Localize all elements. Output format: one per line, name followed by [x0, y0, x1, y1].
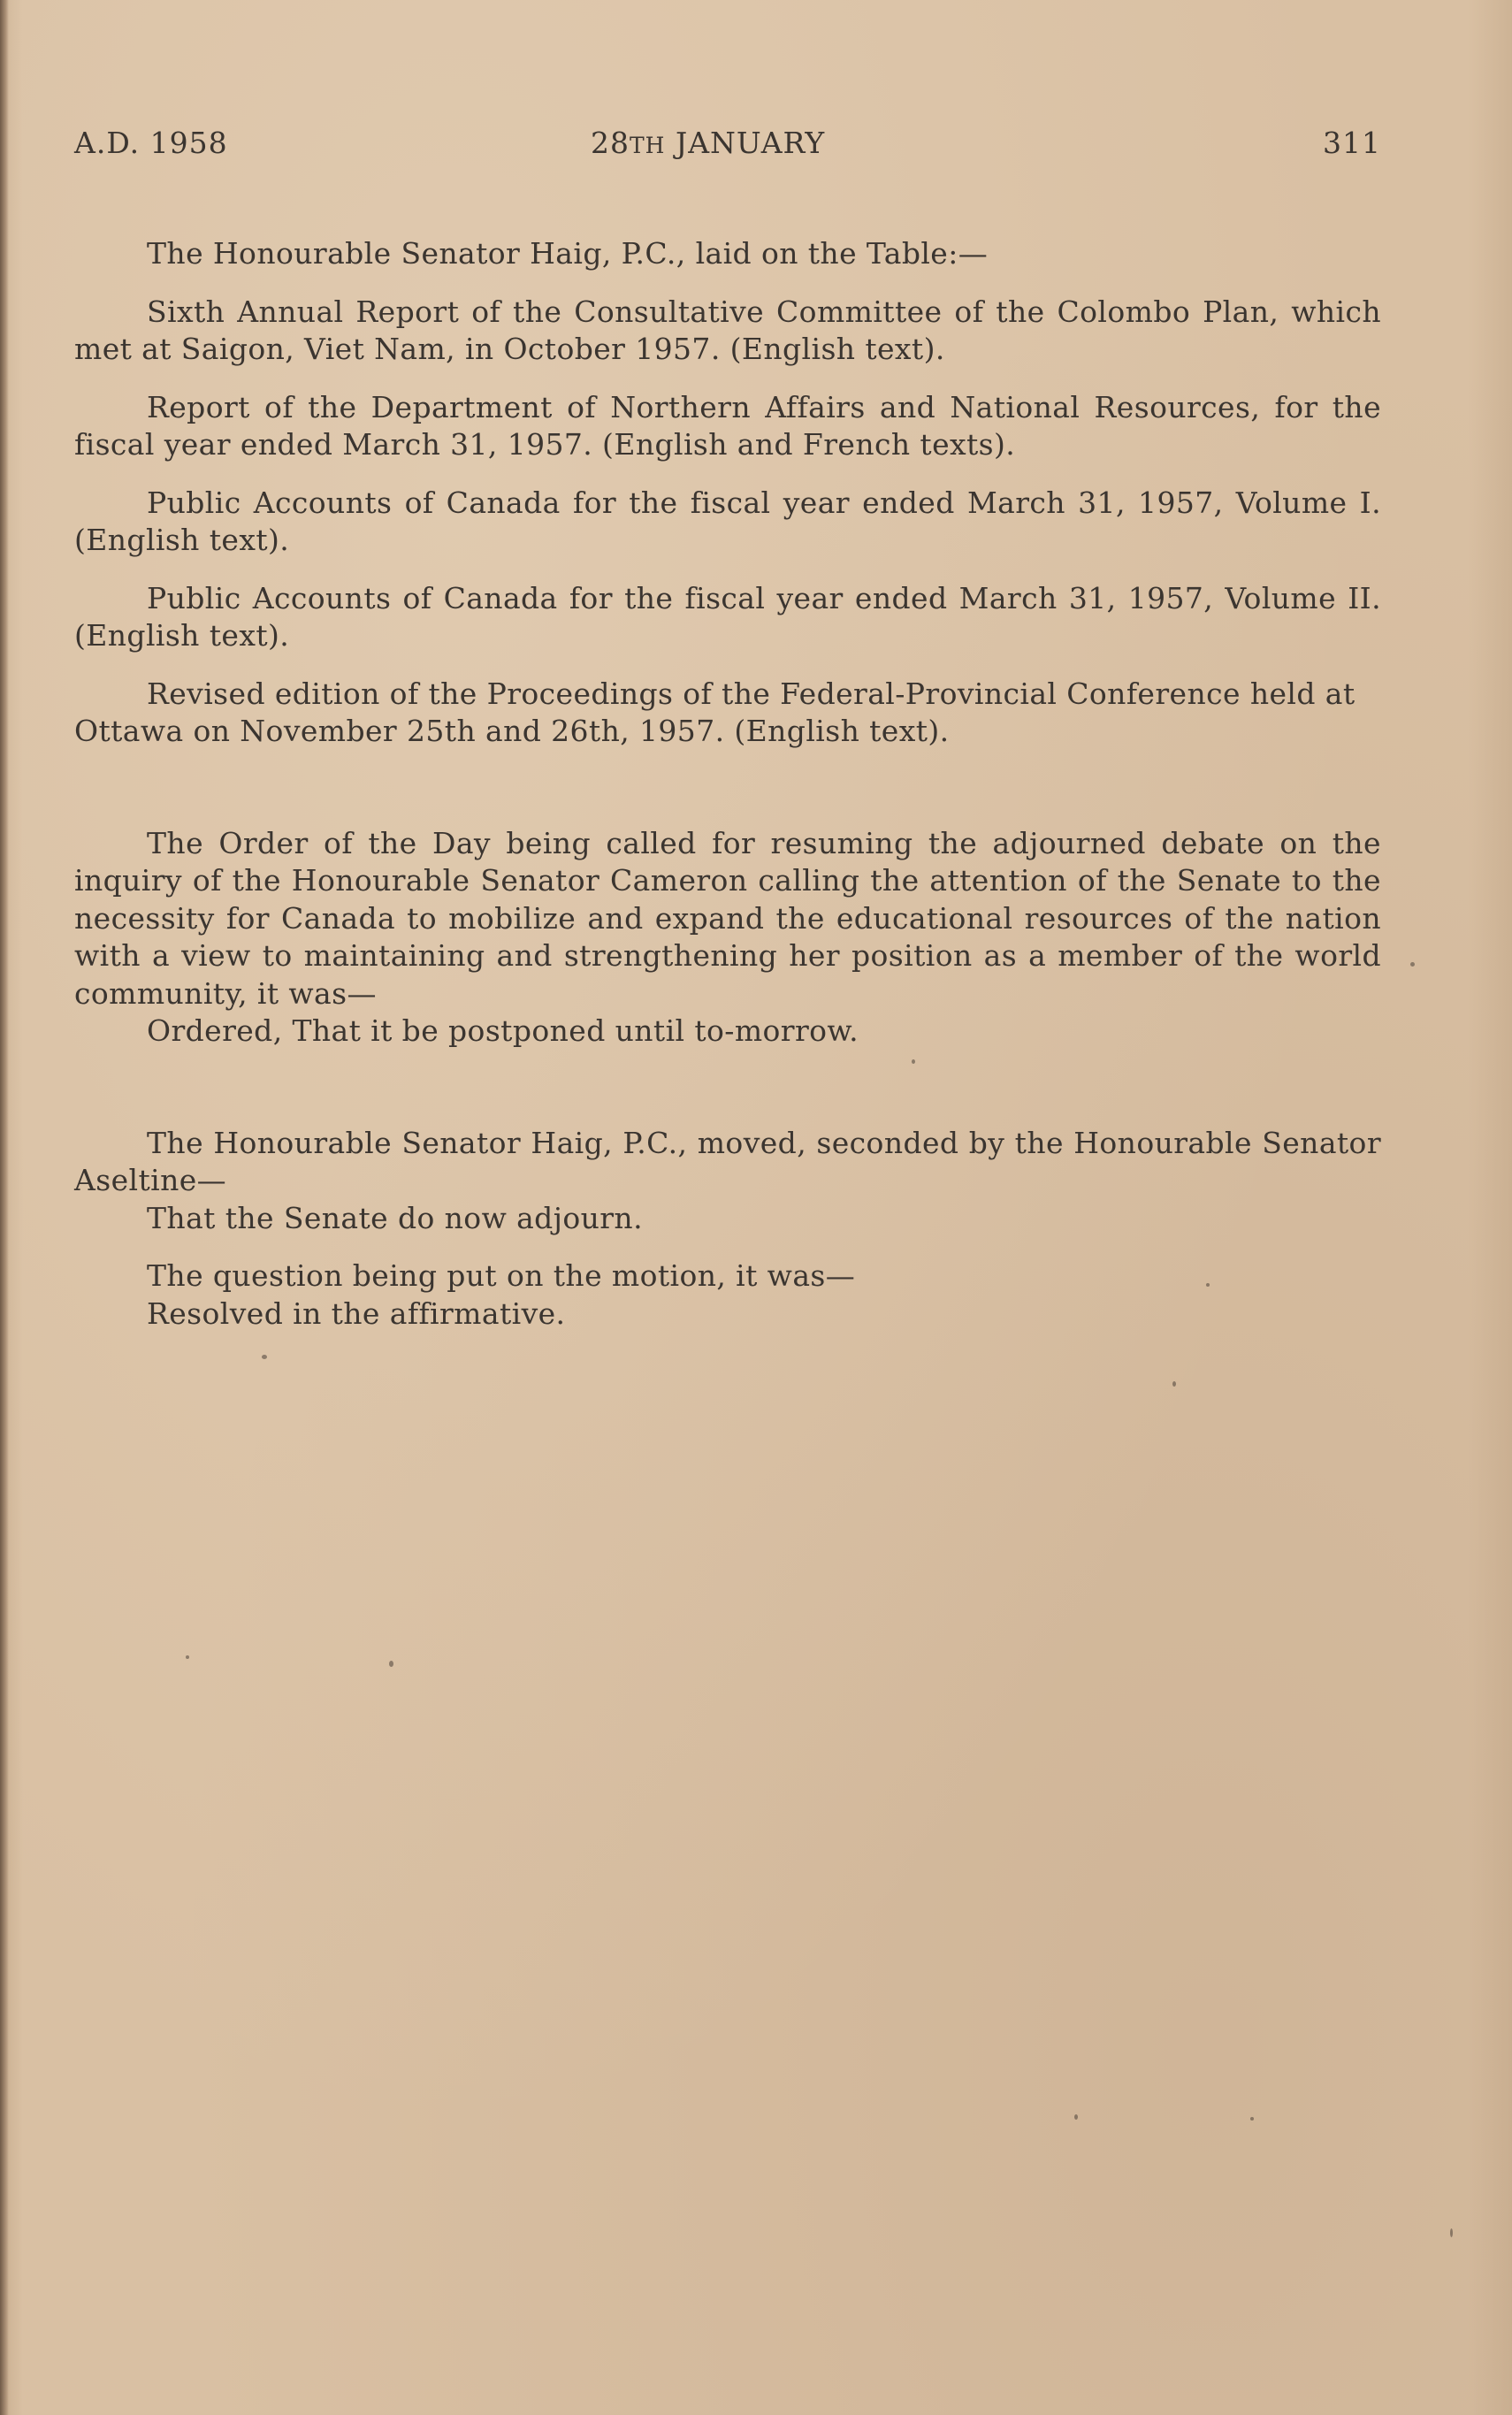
adjournment-motion: The Honourable Senator Haig, P.C., moved, seconded by the Honourable Senator Aseltine— [74, 1125, 1381, 1197]
header-date-month: JANUARY [675, 126, 826, 160]
adjournment-motion-text: That the Senate do now adjourn. [147, 1200, 643, 1235]
page-number: 311 [1323, 126, 1381, 160]
header-date-ordinal: TH [630, 133, 666, 158]
tabled-item: Sixth Annual Report of the Consultative Committee of the Colombo Plan, which met at Saigon, Viet Nam, in October 1957. (English text). [74, 294, 1381, 366]
header-date-day: 28 [591, 126, 630, 160]
section-gap [74, 771, 1381, 825]
section-gap [74, 1051, 1381, 1125]
paper-speck [1450, 2228, 1453, 2237]
order-postponed: Ordered, That it be postponed until to-morrow. [147, 1013, 859, 1048]
tabled-item: Report of the Department of Northern Affairs and National Resources, for the fiscal year ended March 31, 1957. (English and French texts). [74, 389, 1381, 462]
paper-speck [1074, 2114, 1078, 2120]
tabled-intro: The Honourable Senator Haig, P.C., laid on the Table:— [147, 236, 989, 271]
paper-speck [1172, 1381, 1176, 1387]
paper-speck [1206, 1283, 1210, 1287]
tabled-item: Revised edition of the Proceedings of the Federal-Provincial Conference held at Ottawa on November 25th and 26th, 1957. (English text). [74, 676, 1355, 748]
paper-speck [186, 1655, 189, 1659]
order-of-day-paragraph: The Order of the Day being called for resuming the adjourned debate on the inquiry of the Honourable Senator Cameron calling the attention of the Senate to the necessity for Canada to mobilize and expand the educational resources of the nation with a view to maintaining and strengthening her position as a member of the world community, it was— [74, 825, 1381, 1011]
tabled-item: Public Accounts of Canada for the fiscal year ended March 31, 1957, Volume I. (English text). [74, 485, 1381, 557]
paper-speck [912, 1059, 915, 1064]
paper-speck [262, 1355, 267, 1359]
document-body [74, 235, 1381, 1333]
paper-speck [389, 1661, 393, 1667]
header-date [591, 126, 825, 160]
tabled-item: Public Accounts of Canada for the fiscal year ended March 31, 1957, Volume II. (English text). [74, 580, 1381, 653]
running-header [74, 126, 1381, 166]
page-binding-shadow [0, 0, 9, 2415]
paper-speck [1410, 962, 1415, 967]
question-put: The question being put on the motion, it was— [147, 1258, 856, 1293]
header-year: A.D. 1958 [74, 126, 228, 160]
paper-speck [1250, 2117, 1254, 2121]
resolution: Resolved in the affirmative. [147, 1295, 566, 1331]
